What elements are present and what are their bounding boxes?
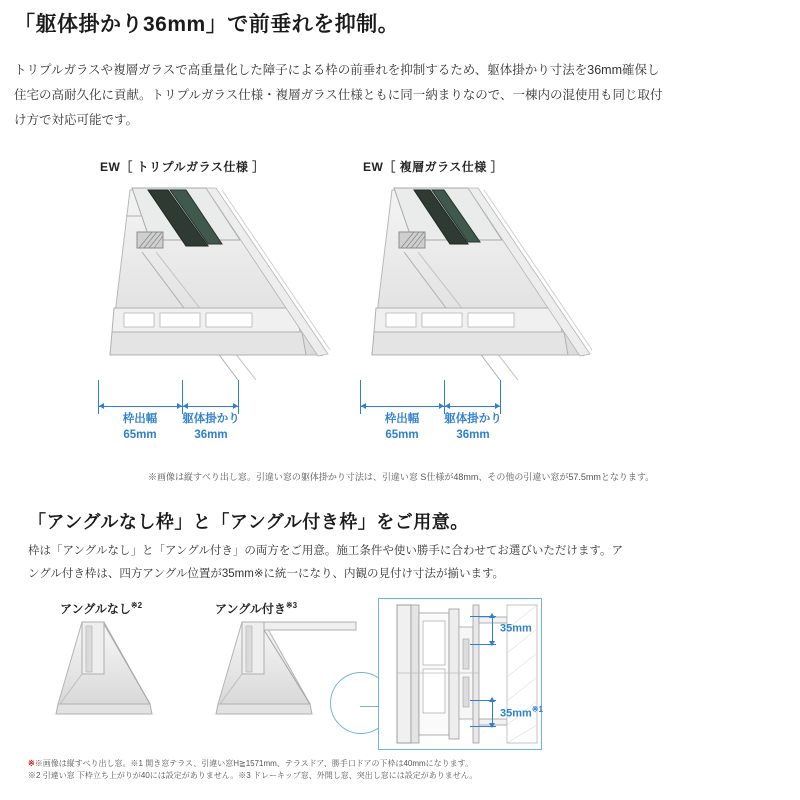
detail-dim1-tick-top xyxy=(470,616,496,617)
subfigure2-caption-text: アングル付き xyxy=(215,602,286,616)
section2-title: 「アングルなし枠」と「アングル付き枠」をご用意。 xyxy=(28,512,469,532)
detail-dim1-line xyxy=(492,616,493,644)
figure2-caption: EW［ 複層ガラス仕様 ］ xyxy=(363,160,504,174)
detail-dim2-tick-bottom xyxy=(470,726,496,727)
figure2-dim2-label: 躯体掛かり xyxy=(444,413,502,425)
figure1-dim1-label: 枠出幅 xyxy=(122,413,158,425)
section1-note: ※画像は縦すべり出し窓。引違い窓の躯体掛かり寸法は、引違い窓 S仕様が48mm、その他の引違い窓が57.5mmとなります。 xyxy=(148,472,655,482)
footnote-2-text: ※2 引違い窓 下枠立ち上がりが40には設定がありません。※3 ドレーキップ窓、外開し窓、突出し窓には設定がありません。 xyxy=(28,771,478,780)
section2-footnotes xyxy=(28,758,477,782)
figure1-caption: EW［ トリプルガラス仕様 ］ xyxy=(100,160,265,174)
figure1-dim2-label: 躯体掛かり xyxy=(182,413,240,425)
section2-body: 枠は「アングルなし」と「アングル付き」の両方をご用意。施工条件や使い勝手に合わせてお選びいただけます。アングル付き枠は、四方アングル位置が35mm※に統一になり、内観の見付け寸法が揃います。 xyxy=(28,545,624,580)
footnote-2 xyxy=(28,770,477,782)
subfigure1-caption-text: アングルなし xyxy=(60,602,131,616)
figure1-dim2-value: 36mm xyxy=(194,428,228,441)
figure2-drawing xyxy=(352,180,632,380)
subfigure2-caption xyxy=(215,600,297,617)
section1-title: 「躯体掛かり36mm」で前垂れを抑制。 xyxy=(14,13,400,36)
detail-dim1-label xyxy=(500,620,532,635)
detail-dim1-tick-bottom xyxy=(470,644,496,645)
footnote-1-text: ※画像は縦すべり出し窓。※1 開き窓テラス、引違い窓H≧1571mm、テラスドア、勝手口ドアの下枠は40mmになります。 xyxy=(34,759,474,768)
subfigure2-caption-sup: ※3 xyxy=(285,601,298,610)
detail-dim2-tick-top xyxy=(470,700,496,701)
footnote-1-mark: ※ xyxy=(28,759,35,768)
detail-dim1-value: 35mm xyxy=(500,622,532,635)
subfigure1-caption-sup: ※2 xyxy=(130,601,143,610)
figure2-dim2-value: 36mm xyxy=(456,428,490,441)
detail-dim2-sup: ※1 xyxy=(531,705,543,714)
figure1-drawing xyxy=(90,180,370,380)
subfigure1-caption xyxy=(60,600,142,617)
figure2-dim1-value: 65mm xyxy=(385,428,419,441)
figure1-dim1-value: 65mm xyxy=(123,428,157,441)
detail-dim2-value: 35mm xyxy=(500,707,532,720)
detail-dim2-label xyxy=(500,705,543,720)
subfigure1-drawing xyxy=(46,618,186,738)
section1-body: トリプルガラスや複層ガラスで高重量化した障子による枠の前垂れを抑制するため、躯体掛かり寸法を36mm確保し住宅の高耐久化に貢献。トリプルガラス仕様・複層ガラス仕様ともに同一納まりなので、一棟内の混使用も同じ取付け方で対応可能です。 xyxy=(14,63,663,127)
footnote-1 xyxy=(28,758,477,770)
figure2-dim1-label: 枠出幅 xyxy=(384,413,420,425)
